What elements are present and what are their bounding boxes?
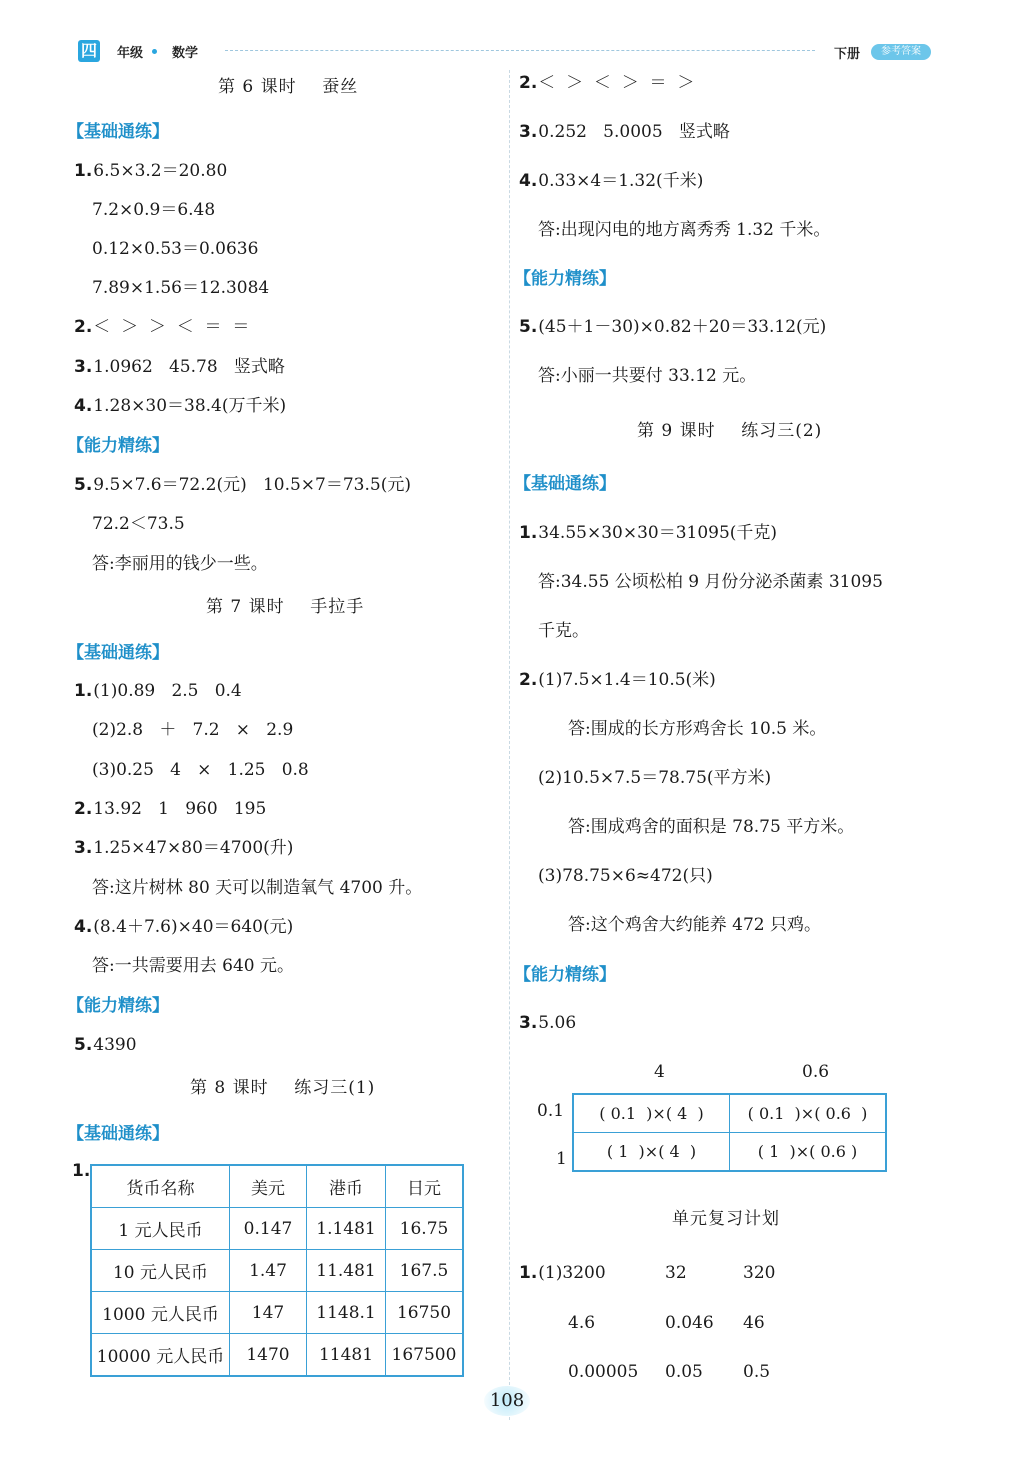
answer-line: 答:这个鸡舍大约能养 472 只鸡。 [568, 915, 821, 935]
currency-table [90, 1164, 464, 1377]
review-title: 单元复习计划 [672, 1209, 780, 1229]
subject-label: 数学 [172, 46, 199, 61]
answer-line: 4.1.28×30＝38.4(万千米) [74, 396, 287, 416]
grid-row-head: 0.1 [537, 1101, 565, 1121]
answer-line: 2.＜ ＞ ＞ ＜ ＝ ＝ [74, 317, 250, 337]
lesson-8-title: 第 8 课时 练习三(1) [190, 1078, 376, 1098]
answer-line: 5.9.5×7.6＝72.2(元) 10.5×7＝73.5(元) [74, 475, 411, 495]
answer-line: 0.12×0.53＝0.0636 [92, 239, 259, 259]
answer-value: 320 [743, 1263, 776, 1283]
answer-line: 答:这片树林 80 天可以制造氧气 4700 升。 [92, 878, 423, 898]
grade-badge: 四 [78, 40, 100, 62]
ability-section-label: 【能力精练】 [67, 996, 169, 1016]
answer-line: 1.(1)0.89 2.5 0.4 [74, 681, 242, 701]
answer-line: (2)2.8 ＋ 7.2 × 2.9 [92, 720, 294, 740]
lesson-9-title: 第 9 课时 练习三(2) [637, 421, 823, 441]
answer-value: 0.00005 [568, 1362, 639, 1382]
multiplication-grid [572, 1093, 887, 1172]
table-row [573, 1094, 886, 1133]
answer-line: 4.0.33×4＝1.32(千米) [519, 171, 704, 191]
table-cell: 1.47 [230, 1250, 307, 1292]
answer-line: 答:小丽一共要付 33.12 元。 [538, 366, 757, 386]
header-dot-icon [152, 49, 157, 54]
grid-cell: ( 0.1 )×( 4 ) [573, 1094, 730, 1133]
ability-section-label: 【能力精练】 [514, 269, 616, 289]
answer-line: 答:34.55 公顷松柏 9 月份分泌杀菌素 31095 [538, 572, 883, 592]
table-header-cell: 港币 [307, 1165, 386, 1208]
volume-label: 下册 [834, 47, 861, 62]
ability-section-label: 【能力精练】 [514, 965, 616, 985]
answer-line: 1.(1)3200 [519, 1263, 606, 1283]
lesson-6-title: 第 6 课时 蚕丝 [218, 77, 359, 97]
table-cell: 0.147 [230, 1208, 307, 1250]
table-row [91, 1334, 463, 1377]
grid-cell: ( 0.1 )×( 0.6 ) [730, 1094, 887, 1133]
answer-line: 3.0.252 5.0005 竖式略 [519, 122, 730, 142]
ability-section-label: 【能力精练】 [67, 436, 169, 456]
table-cell: 16.75 [386, 1208, 464, 1250]
basic-section-label: 【基础通练】 [67, 643, 169, 663]
answer-line: 答:李丽用的钱少一些。 [92, 554, 268, 574]
answer-line: 1.34.55×30×30＝31095(千克) [519, 523, 778, 543]
table-row [91, 1208, 463, 1250]
basic-section-label: 【基础通练】 [67, 122, 169, 142]
answer-value: 4.6 [568, 1313, 596, 1333]
table-cell: 10000 元人民币 [91, 1334, 230, 1377]
answer-line: 3.5.06 [519, 1013, 577, 1033]
answer-line: (2)10.5×7.5＝78.75(平方米) [538, 768, 772, 788]
answer-line: (3)0.25 4 × 1.25 0.8 [92, 760, 309, 780]
table-cell: 1470 [230, 1334, 307, 1377]
answer-line: 2.(1)7.5×1.4＝10.5(米) [519, 670, 716, 690]
answer-line: 4.(8.4＋7.6)×40＝640(元) [74, 917, 294, 937]
answer-line: 1.6.5×3.2＝20.80 [74, 161, 228, 181]
answer-line: 答:围成鸡舍的面积是 78.75 平方米。 [568, 817, 855, 837]
grid-col-head: 4 [654, 1062, 665, 1082]
table-header-row [91, 1165, 463, 1208]
answer-value: 0.05 [665, 1362, 703, 1382]
table-cell: 1.1481 [307, 1208, 386, 1250]
table-cell: 11481 [307, 1334, 386, 1377]
basic-section-label: 【基础通练】 [514, 474, 616, 494]
answer-line: 7.89×1.56＝12.3084 [92, 278, 270, 298]
grade-label: 年级 [117, 46, 144, 61]
answer-line: 5.4390 [74, 1035, 137, 1055]
column-divider [509, 70, 510, 1420]
answer-badge: 参考答案 [871, 44, 931, 60]
basic-section-label: 【基础通练】 [67, 1124, 169, 1144]
answer-value: 0.5 [743, 1362, 771, 1382]
answer-line: 72.2＜73.5 [92, 514, 185, 534]
answer-value: 32 [665, 1263, 687, 1283]
answer-line: 2.13.92 1 960 195 [74, 799, 267, 819]
answer-value: 0.046 [665, 1313, 714, 1333]
table-header-cell: 美元 [230, 1165, 307, 1208]
answer-line: (3)78.75×6≈472(只) [538, 866, 713, 886]
answer-line: 3.1.25×47×80＝4700(升) [74, 838, 294, 858]
table-cell: 147 [230, 1292, 307, 1334]
answer-line: 答:一共需要用去 640 元。 [92, 956, 294, 976]
table-row [91, 1292, 463, 1334]
answer-line: 1. [72, 1161, 91, 1181]
table-cell: 167500 [386, 1334, 464, 1377]
answer-line: 5.(45＋1－30)×0.82＋20＝33.12(元) [519, 317, 827, 337]
header-rule [225, 50, 815, 51]
table-cell: 11.481 [307, 1250, 386, 1292]
page-number: 108 [484, 1386, 530, 1416]
lesson-7-title: 第 7 课时 手拉手 [206, 597, 365, 617]
grid-col-head: 0.6 [802, 1062, 830, 1082]
answer-line: 3.1.0962 45.78 竖式略 [74, 357, 285, 377]
table-cell: 1148.1 [307, 1292, 386, 1334]
table-cell: 10 元人民币 [91, 1250, 230, 1292]
answer-line: 答:围成的长方形鸡舍长 10.5 米。 [568, 719, 827, 739]
table-row [573, 1133, 886, 1172]
table-cell: 1000 元人民币 [91, 1292, 230, 1334]
answer-line: 7.2×0.9＝6.48 [92, 200, 216, 220]
grid-cell: ( 1 )×( 0.6 ) [730, 1133, 887, 1172]
answer-value: 46 [743, 1313, 765, 1333]
table-cell: 1 元人民币 [91, 1208, 230, 1250]
grid-row-head: 1 [556, 1149, 567, 1169]
table-cell: 167.5 [386, 1250, 464, 1292]
answer-line: 答:出现闪电的地方离秀秀 1.32 千米。 [538, 220, 831, 240]
answer-line: 2.＜ ＞ ＜ ＞ ＝ ＞ [519, 73, 695, 93]
table-row [91, 1250, 463, 1292]
table-header-cell: 货币名称 [91, 1165, 230, 1208]
answer-line: 千克。 [538, 621, 589, 641]
table-header-cell: 日元 [386, 1165, 464, 1208]
grid-cell: ( 1 )×( 4 ) [573, 1133, 730, 1172]
table-cell: 16750 [386, 1292, 464, 1334]
